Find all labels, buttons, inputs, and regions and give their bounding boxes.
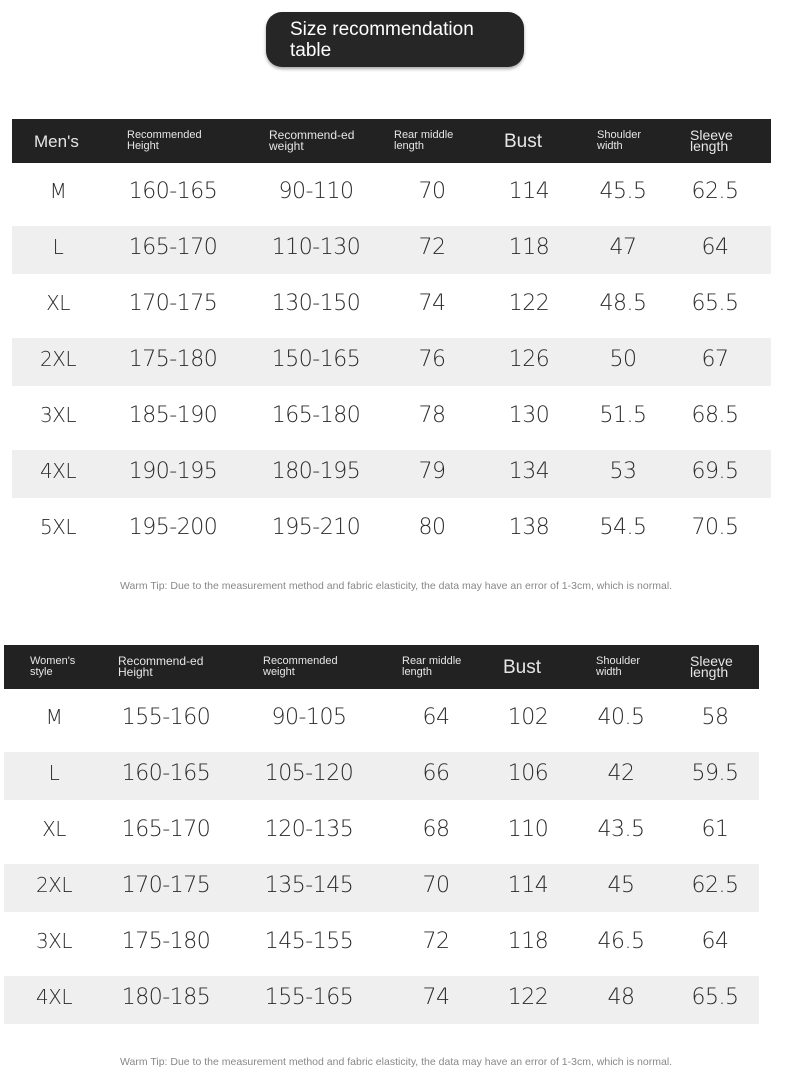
table-cell: 64 bbox=[701, 928, 729, 954]
table-cell: 59.5 bbox=[691, 760, 739, 786]
mens-header-height: Recommended Height bbox=[127, 129, 202, 152]
table-cell: 54.5 bbox=[599, 514, 647, 540]
table-cell: 130 bbox=[508, 402, 550, 428]
table-cell: 180-185 bbox=[121, 984, 211, 1010]
mens-table-body bbox=[12, 163, 771, 555]
womens-table-header bbox=[4, 645, 759, 689]
table-cell: L bbox=[48, 761, 60, 785]
table-cell: 90-110 bbox=[278, 178, 354, 204]
womens-header-sleeve: Sleeve length bbox=[690, 653, 733, 680]
table-cell: 62.5 bbox=[691, 872, 739, 898]
table-cell: XL bbox=[42, 817, 66, 841]
table-cell: 47 bbox=[609, 234, 637, 260]
table-cell: 2XL bbox=[35, 873, 73, 897]
table-cell: 74 bbox=[422, 984, 450, 1010]
mens-table-header bbox=[12, 119, 771, 163]
table-row bbox=[4, 745, 759, 801]
table-cell: 105-120 bbox=[264, 760, 354, 786]
table-cell: 170-175 bbox=[121, 872, 211, 898]
table-cell: 195-210 bbox=[271, 514, 361, 540]
table-cell: XL bbox=[46, 291, 70, 315]
table-cell: 62.5 bbox=[691, 178, 739, 204]
table-cell: 48.5 bbox=[599, 290, 647, 316]
table-cell: 118 bbox=[507, 928, 549, 954]
page-title bbox=[266, 12, 524, 67]
table-cell: 69.5 bbox=[691, 458, 739, 484]
womens-header-height: Recommend-ed Height bbox=[118, 654, 204, 679]
table-cell: 165-170 bbox=[128, 234, 218, 260]
table-cell: 155-165 bbox=[264, 984, 354, 1010]
table-cell: 175-180 bbox=[128, 346, 218, 372]
table-cell: 190-195 bbox=[128, 458, 218, 484]
table-cell: 145-155 bbox=[264, 928, 354, 954]
table-row bbox=[4, 689, 759, 745]
table-cell: 122 bbox=[508, 290, 550, 316]
table-cell: 134 bbox=[508, 458, 550, 484]
womens-size-table bbox=[4, 645, 759, 1025]
table-cell: 70.5 bbox=[691, 514, 739, 540]
womens-warm-tip: Warm Tip: Due to the measurement method and fabric elasticity, the data may have an error of 1-3cm, which is normal. bbox=[120, 1056, 673, 1068]
table-cell: 70 bbox=[418, 178, 446, 204]
table-cell: 65.5 bbox=[691, 290, 739, 316]
table-row bbox=[12, 163, 771, 219]
table-cell: 106 bbox=[507, 760, 549, 786]
womens-header-shoulder: Shoulder width bbox=[596, 655, 641, 678]
table-row bbox=[12, 443, 771, 499]
table-cell: 160-165 bbox=[121, 760, 211, 786]
table-row bbox=[12, 387, 771, 443]
table-cell: 118 bbox=[508, 234, 550, 260]
mens-header-style: Men's bbox=[34, 131, 79, 151]
table-cell: 46.5 bbox=[597, 928, 645, 954]
table-cell: 150-165 bbox=[271, 346, 361, 372]
table-cell: 114 bbox=[507, 872, 549, 898]
table-cell: 78 bbox=[418, 402, 446, 428]
table-cell: L bbox=[52, 235, 64, 259]
table-cell: 80 bbox=[418, 514, 446, 540]
table-cell: 110 bbox=[507, 816, 549, 842]
table-cell: 51.5 bbox=[599, 402, 647, 428]
table-cell: 195-200 bbox=[128, 514, 218, 540]
table-cell: 61 bbox=[701, 816, 729, 842]
table-cell: 114 bbox=[508, 178, 550, 204]
mens-header-sleeve: Sleeve length bbox=[690, 127, 733, 154]
table-cell: 4XL bbox=[35, 985, 73, 1009]
table-cell: 79 bbox=[418, 458, 446, 484]
table-cell: 122 bbox=[507, 984, 549, 1010]
table-cell: 67 bbox=[701, 346, 729, 372]
table-cell: 68.5 bbox=[691, 402, 739, 428]
page-title-text: Size recommendation table bbox=[290, 19, 474, 61]
table-cell: 130-150 bbox=[271, 290, 361, 316]
table-cell: 3XL bbox=[39, 403, 77, 427]
table-cell: 126 bbox=[508, 346, 550, 372]
table-cell: 68 bbox=[422, 816, 450, 842]
table-row bbox=[4, 801, 759, 857]
mens-warm-tip: Warm Tip: Due to the measurement method and fabric elasticity, the data may have an error of 1-3cm, which is normal. bbox=[120, 580, 673, 592]
table-cell: 165-170 bbox=[121, 816, 211, 842]
table-row bbox=[4, 857, 759, 913]
table-cell: 180-195 bbox=[271, 458, 361, 484]
womens-header-rear-length: Rear middle length bbox=[402, 655, 462, 678]
mens-header-bust: Bust bbox=[504, 130, 543, 152]
table-row bbox=[12, 499, 771, 555]
table-cell: 45.5 bbox=[599, 178, 647, 204]
table-cell: 135-145 bbox=[264, 872, 354, 898]
mens-header-rear-length: Rear middle length bbox=[394, 129, 454, 152]
table-cell: M bbox=[45, 705, 63, 729]
table-cell: 120-135 bbox=[264, 816, 354, 842]
table-cell: 110-130 bbox=[271, 234, 361, 260]
womens-header-weight: Recommended weight bbox=[263, 655, 338, 678]
table-cell: 64 bbox=[701, 234, 729, 260]
table-cell: 5XL bbox=[39, 515, 77, 539]
mens-header-weight: Recommend-ed weight bbox=[269, 128, 355, 153]
table-row bbox=[12, 331, 771, 387]
table-cell: 40.5 bbox=[597, 704, 645, 730]
table-cell: 42 bbox=[607, 760, 635, 786]
mens-header-shoulder: Shoulder width bbox=[597, 129, 642, 152]
table-cell: 3XL bbox=[35, 929, 73, 953]
table-row bbox=[12, 219, 771, 275]
table-cell: 160-165 bbox=[128, 178, 218, 204]
table-cell: M bbox=[49, 179, 67, 203]
mens-size-table bbox=[12, 119, 771, 555]
table-cell: 64 bbox=[422, 704, 450, 730]
womens-table-body bbox=[4, 689, 759, 1025]
table-cell: 175-180 bbox=[121, 928, 211, 954]
table-cell: 48 bbox=[607, 984, 635, 1010]
table-cell: 53 bbox=[609, 458, 637, 484]
table-cell: 43.5 bbox=[597, 816, 645, 842]
table-cell: 72 bbox=[422, 928, 450, 954]
table-cell: 70 bbox=[422, 872, 450, 898]
table-cell: 65.5 bbox=[691, 984, 739, 1010]
table-cell: 170-175 bbox=[128, 290, 218, 316]
table-cell: 165-180 bbox=[271, 402, 361, 428]
womens-header-bust: Bust bbox=[503, 656, 542, 678]
table-cell: 102 bbox=[507, 704, 549, 730]
table-cell: 90-105 bbox=[271, 704, 347, 730]
table-row bbox=[12, 275, 771, 331]
table-row bbox=[4, 969, 759, 1025]
table-cell: 74 bbox=[418, 290, 446, 316]
womens-header-style: Women's style bbox=[30, 655, 76, 678]
table-cell: 45 bbox=[607, 872, 635, 898]
table-cell: 50 bbox=[609, 346, 637, 372]
table-cell: 155-160 bbox=[121, 704, 211, 730]
table-cell: 4XL bbox=[39, 459, 77, 483]
table-cell: 58 bbox=[701, 704, 729, 730]
table-row bbox=[4, 913, 759, 969]
table-cell: 76 bbox=[418, 346, 446, 372]
table-cell: 66 bbox=[422, 760, 450, 786]
table-cell: 138 bbox=[508, 514, 550, 540]
table-cell: 185-190 bbox=[128, 402, 218, 428]
table-cell: 2XL bbox=[39, 347, 77, 371]
table-cell: 72 bbox=[418, 234, 446, 260]
